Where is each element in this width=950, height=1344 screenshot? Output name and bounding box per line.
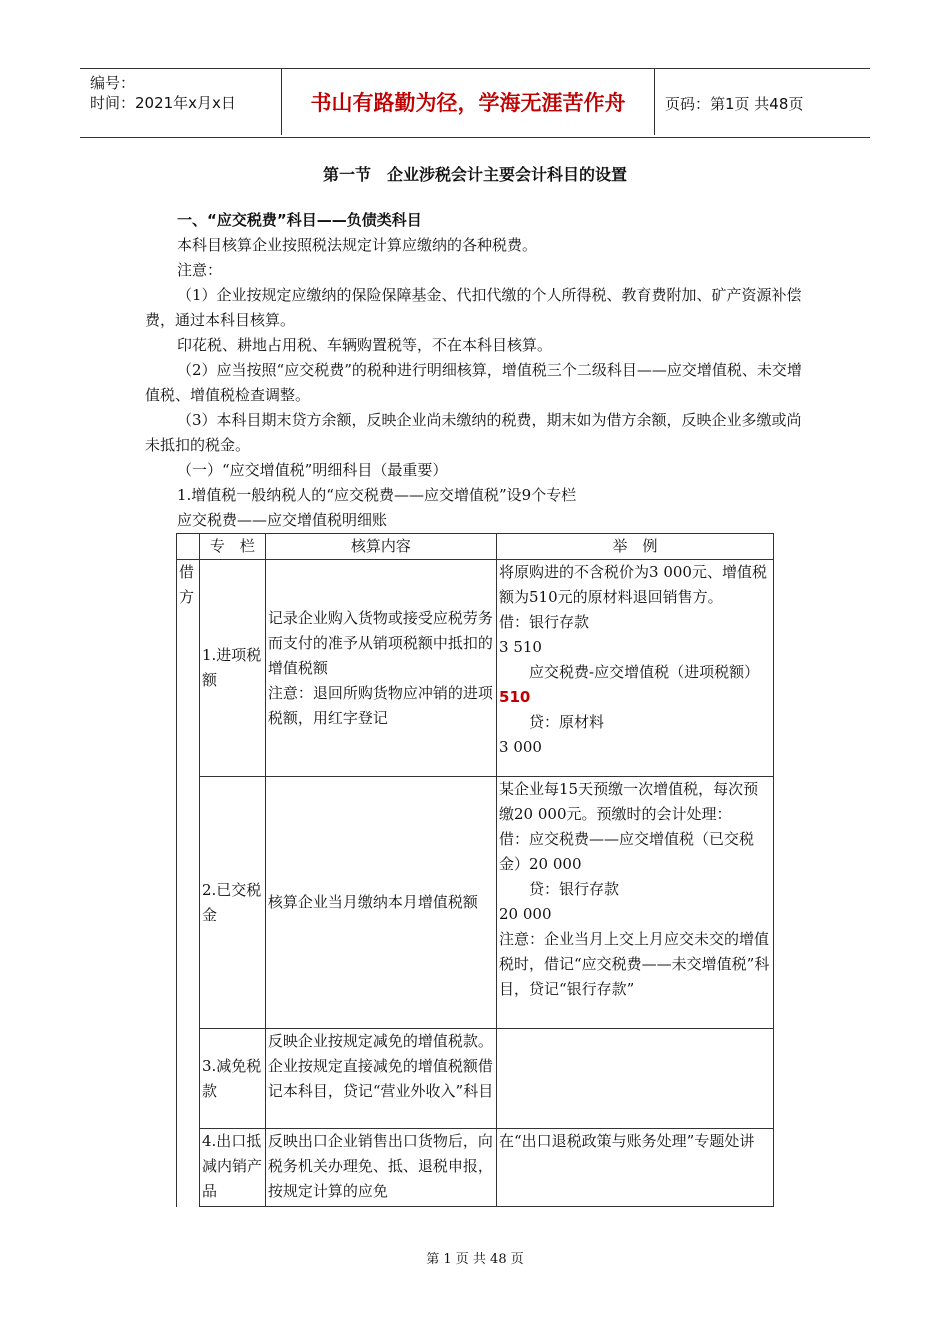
paragraph: （1）企业按规定应缴纳的保险保障基金、代扣代缴的个人所得税、教育费附加、矿产资源补偿费，通过本科目核算。 xyxy=(145,286,802,329)
paragraph: 印花税、耕地占用税、车辆购置税等，不在本科目核算。 xyxy=(177,336,553,354)
row-example: 某企业每15天预缴一次增值税，每次预缴20 000元。预缴时的会计处理： 借：应交税费——应交增值税（已交税金）20 000 贷：银行存款 20 000 注意：企业当月上交上月应交未交的增值税时，借记“应交税费——未交增值税”科目，贷记“银行存款” xyxy=(497,777,774,1029)
row-example: 将原购进的不含税价为3 000元、增值税额为510元的原材料退回销售方。 借：银行存款 3 510 应交税费-应交增值税（进项税额） 510 贷：原材料 3 000 xyxy=(497,560,774,777)
header-date: 时间：2021年x月x日 xyxy=(90,94,236,112)
paragraph: 1.增值税一般纳税人的“应交税费——应交增值税”设9个专栏 xyxy=(177,486,577,504)
red-amount: 510 xyxy=(499,688,531,706)
paragraph: （2）应当按照“应交税费”的税种进行明细核算，增值税三个二级科目——应交增值税、未交增值税、增值税检查调整。 xyxy=(145,361,802,404)
header-motto: 书山有路勤为径，学海无涯苦作舟 xyxy=(281,69,655,135)
paragraph: （一）“应交增值税”明细科目（最重要） xyxy=(177,461,448,479)
heading-1: 一、“应交税费”科目——负债类科目 xyxy=(177,211,422,229)
header-column: 专 栏 xyxy=(200,534,266,560)
header-meta xyxy=(80,69,280,137)
column-name: 3.减免税款 xyxy=(200,1029,266,1129)
table-row xyxy=(177,560,774,777)
header-column: 核算内容 xyxy=(265,534,496,560)
column-name: 1.进项税额 xyxy=(200,560,266,777)
body-text xyxy=(145,208,810,533)
row-content: 核算企业当月缴纳本月增值税额 xyxy=(265,777,496,1029)
paragraph: （3）本科目期末贷方余额，反映企业尚未缴纳的税费，期末如为借方余额，反映企业多缴或尚未抵扣的税金。 xyxy=(145,411,802,454)
debit-side-label: 借方 xyxy=(177,560,200,1207)
row-example: 在“出口退税政策与账务处理”专题处讲 xyxy=(497,1129,774,1207)
paragraph: 注意： xyxy=(177,261,223,279)
row-content: 反映企业按规定减免的增值税款。企业按规定直接减免的增值税额借记本科目，贷记“营业外收入”科目 xyxy=(265,1029,496,1129)
row-content: 反映出口企业销售出口货物后，向税务机关办理免、抵、退税申报，按规定计算的应免 xyxy=(265,1129,496,1207)
page-footer: 第 1 页 共 48 页 xyxy=(426,1252,524,1267)
column-name: 4.出口抵减内销产品 xyxy=(200,1129,266,1207)
header-column: 举 例 xyxy=(497,534,774,560)
header-number: 编号： xyxy=(90,74,136,92)
row-content: 记录企业购入货物或接受应税劳务而支付的准予从销项税额中抵扣的增值税额 注意：退回所购货物应冲销的进项税额，用红字登记 xyxy=(265,560,496,777)
row-example xyxy=(497,1029,774,1129)
section-title: 第一节 企业涉税会计主要会计科目的设置 xyxy=(322,165,627,184)
paragraph: 本科目核算企业按照税法规定计算应缴纳的各种税费。 xyxy=(177,236,538,254)
table-row xyxy=(177,1029,774,1129)
header-blank xyxy=(177,534,200,560)
table-header-row xyxy=(177,534,774,560)
column-name: 2.已交税金 xyxy=(200,777,266,1029)
vat-ledger-table xyxy=(176,533,774,1207)
header-page-info: 页码：第1页 共48页 xyxy=(665,94,804,113)
table-row xyxy=(177,777,774,1029)
table-caption: 应交税费——应交增值税明细账 xyxy=(177,511,388,529)
table-row xyxy=(177,1129,774,1207)
page-header xyxy=(80,68,870,138)
